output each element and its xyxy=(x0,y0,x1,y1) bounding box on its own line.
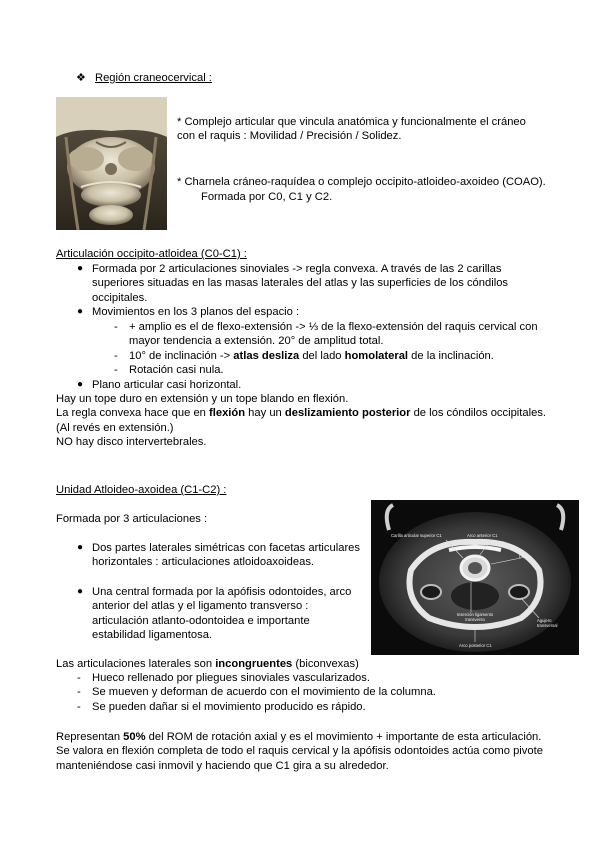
ct-label: Arco anterior C1 xyxy=(467,533,498,538)
dash-icon: - xyxy=(114,321,118,333)
intro-paragraph-2b: Formada por C0, C1 y C2. xyxy=(201,191,333,203)
s1-bullet-list-2 xyxy=(77,378,537,392)
list-item: - Rotación casi nula. xyxy=(114,364,224,377)
intro-paragraph-1: * Complejo articular que vincula anatómica y funcionalmente el cráneo con el raquis : Movilidad / Precisión / Solidez. xyxy=(177,116,526,143)
s2-final-paragraph: Representan 50% del ROM de rotación axial y es el movimiento + importante de esta articulación. Se valora en flexión completa de todo el raquis cervical y la apófisis odontoides actúa como pivote manteniéndose casi inmovil y haciendo que C1 gira a su alrededor. xyxy=(56,731,543,772)
intro-paragraph-2: * Charnela cráneo-raquídea o complejo occipito-atloideo-axoideo (COAO). xyxy=(177,176,546,188)
list-item: ● Movimientos en los 3 planos del espacio : xyxy=(77,306,300,319)
s1-bullet-list xyxy=(77,262,537,320)
ct-label: Dens xyxy=(519,554,529,559)
ct-scan-image xyxy=(371,500,579,655)
list-item: - Se mueven y deforman de acuerdo con el movimiento de la columna. xyxy=(77,686,436,699)
s1-notes: Hay un tope duro en extensión y un tope blando en flexión. La regla convexa hace que en flexión hay un deslizamiento posterior de los cóndilos occipitales. (Al revés en extensión.) NO hay disco intervertebrales. xyxy=(56,393,547,449)
dash-icon: - xyxy=(77,672,81,684)
list-item: - + amplio es el de flexo-extensión -> ⅓ de la flexo-extensión del raquis cervical con mayor tendencia a extensión. 20° de amplitud total. xyxy=(114,321,538,348)
section-1-title: Articulación occipito-atloidea (C0-C1) : xyxy=(56,248,247,260)
s2-intro: Formada por 3 articulaciones : xyxy=(56,513,208,525)
s1-dash-list xyxy=(114,320,539,378)
bullet-dot-icon: ● xyxy=(77,263,84,274)
list-item: ● Formada por 2 articulaciones sinoviales -> regla convexa. A través de las 2 carillas superiores situadas en las masas laterales del atlas y las superficies de los cóndilos occipitales. xyxy=(77,263,509,304)
s2-lateral-line: Las articulaciones laterales son incongruentes (biconvexas) xyxy=(56,658,359,670)
ct-label: Inserción ligamento transverso xyxy=(456,612,494,622)
list-item: - 10° de inclinación -> atlas desliza del lado homolateral de la inclinación. xyxy=(114,349,494,362)
bullet-dot-icon: ● xyxy=(77,379,84,390)
dash-icon: - xyxy=(77,686,81,699)
list-item: - Se pueden dañar si el movimiento producido es rápido. xyxy=(77,700,366,713)
ct-label: Carilla articular superior C1 xyxy=(391,533,442,538)
bullet-dot-icon: ● xyxy=(77,542,84,553)
list-item: ● Plano articular casi horizontal. xyxy=(77,379,242,391)
list-item: - Hueco rellenado por pliegues sinoviales vascularizados. xyxy=(77,672,370,684)
s2-dash-list xyxy=(77,671,552,714)
s2-bullet-list xyxy=(77,541,360,642)
dash-icon: - xyxy=(114,364,118,377)
ct-label: Arco posterior C1 xyxy=(459,643,492,648)
bullet-dot-icon: ● xyxy=(77,585,84,597)
dash-icon: - xyxy=(114,349,118,362)
diamond-bullet-icon: ❖ xyxy=(76,72,86,84)
dash-icon: - xyxy=(77,700,81,713)
list-item: ● Una central formada por la apófisis odontoides, arco anterior del atlas y el ligamento transverso : articulación atlanto-odontoidea e importante estabilidad ligamentosa. xyxy=(77,585,352,642)
section-header xyxy=(76,71,212,85)
section-2-title: Unidad Atloideo-axoidea (C1-C2) : xyxy=(56,484,227,496)
region-title: Región craneocervical : xyxy=(94,72,212,84)
skull-3d-image xyxy=(56,97,167,230)
list-item: ● Dos partes laterales simétricas con facetas articulares horizontales : articulaciones atloidoaxoideas. xyxy=(77,542,360,569)
bullet-dot-icon: ● xyxy=(77,306,84,318)
ct-label: Agujero transversal xyxy=(537,618,558,628)
